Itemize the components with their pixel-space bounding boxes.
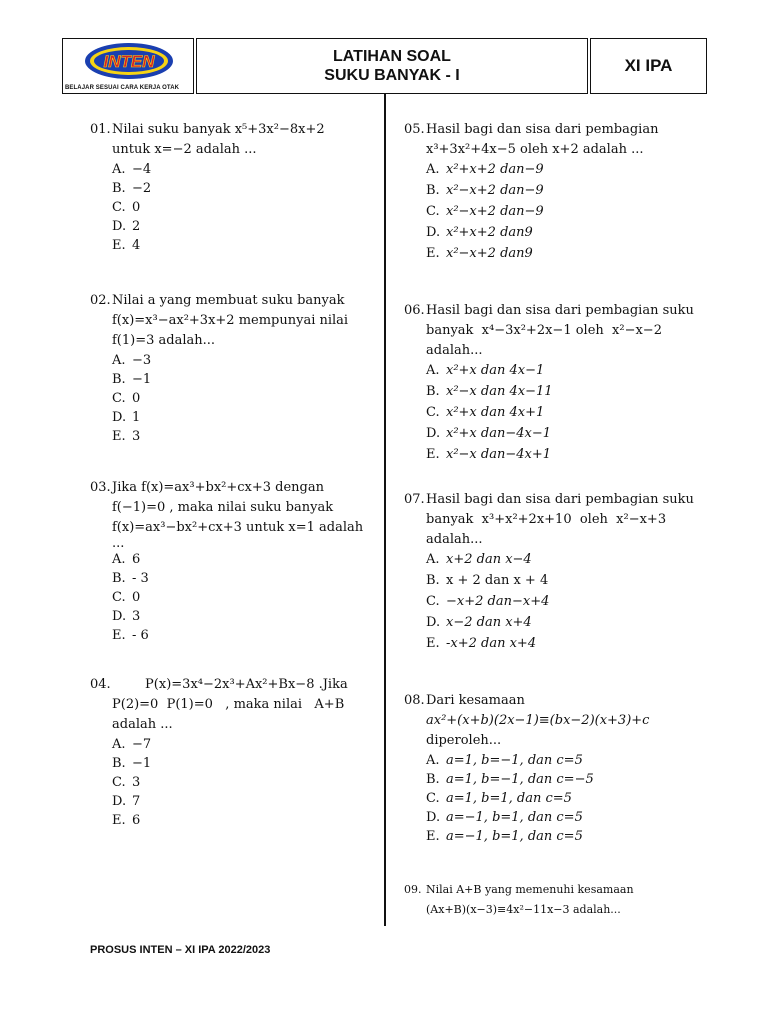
option-e: E. x²−x+2 dan9 — [426, 246, 533, 261]
question-text-cont-2: f(1)=3 adalah... — [112, 333, 216, 348]
question-text-cont: (Ax+B)(x−3)≡4x²−11x−3 adalah... — [426, 903, 621, 916]
question-01 — [90, 120, 370, 255]
title-line-2: SUKU BANYAK - I — [324, 67, 460, 84]
question-text: Dari kesamaan — [426, 693, 525, 708]
logo-box — [62, 38, 194, 94]
question-text: Jika f(x)=ax³+bx²+cx+3 dengan — [112, 480, 324, 495]
option-e: E. -x+2 dan x+4 — [426, 636, 537, 651]
option-a: A. x+2 dan x−4 — [426, 552, 532, 567]
option-e: E. x²−x dan−4x+1 — [426, 447, 552, 462]
question-08 — [404, 691, 708, 846]
option-d: D. x²+x dan−4x−1 — [426, 426, 552, 441]
option-e: E. 3 — [112, 429, 141, 444]
option-e: E. 6 — [112, 813, 141, 828]
option-a: A. −7 — [112, 737, 152, 752]
page-header — [62, 38, 707, 94]
logo-text: INTEN — [103, 52, 155, 71]
option-c: C. x²+x dan 4x+1 — [426, 405, 545, 420]
option-a: A. x²+x dan 4x−1 — [426, 363, 545, 378]
option-c: C. x²−x+2 dan−9 — [426, 204, 544, 219]
question-text-cont: banyak x³+x²+2x+10 oleh x²−x+3 — [426, 512, 667, 527]
question-number: 07. — [404, 492, 425, 507]
option-d: D. 2 — [112, 219, 141, 234]
title-line-1: LATIHAN SOAL — [333, 48, 451, 65]
question-text-cont: f(−1)=0 , maka nilai suku banyak — [112, 500, 334, 515]
option-e: E. a=−1, b=1, dan c=5 — [426, 829, 583, 844]
option-b: B. x²−x dan 4x−11 — [426, 384, 553, 399]
options — [404, 361, 708, 466]
option-a: A. 6 — [112, 552, 141, 567]
question-number: 08. — [404, 693, 425, 708]
question-text-cont: banyak x⁴−3x²+2x−1 oleh x²−x−2 — [426, 323, 662, 338]
inten-logo — [83, 41, 175, 81]
question-text-cont-3: ... — [112, 536, 125, 551]
option-c: C. a=1, b=1, dan c=5 — [426, 791, 572, 806]
question-04 — [90, 675, 370, 830]
option-b: B. x + 2 dan x + 4 — [426, 573, 549, 588]
question-text-cont: P(2)=0 P(1)=0 , maka nilai A+B — [112, 697, 345, 712]
option-b: B. −2 — [112, 181, 152, 196]
option-a: A. −3 — [112, 353, 152, 368]
question-number: 02. — [90, 293, 111, 308]
question-number: 01. — [90, 122, 111, 137]
question-number: 05. — [404, 122, 425, 137]
option-e: E. - 6 — [112, 628, 149, 643]
question-text-cont-2: adalah... — [426, 343, 483, 358]
option-b: B. - 3 — [112, 571, 149, 586]
option-a: A. −4 — [112, 162, 152, 177]
option-b: B. a=1, b=−1, dan c=−5 — [426, 772, 594, 787]
question-text: Hasil bagi dan sisa dari pembagian — [426, 122, 659, 137]
question-02 — [90, 291, 370, 446]
option-c: C. 0 — [112, 391, 141, 406]
question-text-cont: x³+3x²+4x−5 oleh x+2 adalah ... — [426, 142, 644, 157]
options — [90, 160, 370, 255]
question-text-cont-2: f(x)=ax³−bx²+cx+3 untuk x=1 adalah — [112, 520, 364, 535]
options — [90, 735, 370, 830]
question-number: 03. — [90, 480, 111, 495]
option-e: E. 4 — [112, 238, 141, 253]
option-c: C. −x+2 dan−x+4 — [426, 594, 550, 609]
question-text-cont-2: adalah... — [426, 532, 483, 547]
title-box — [196, 38, 588, 94]
right-column — [404, 120, 708, 920]
question-03 — [90, 478, 370, 645]
column-divider — [384, 94, 386, 926]
question-text: P(x)=3x⁴−2x³+Ax²+Bx−8 .Jika — [112, 677, 348, 692]
class-label: XI IPA — [590, 38, 707, 94]
question-09 — [404, 880, 708, 920]
question-text: Nilai suku banyak x⁵+3x²−8x+2 — [112, 122, 325, 137]
question-07 — [404, 490, 708, 655]
question-number: 04. — [90, 677, 111, 692]
question-05 — [404, 120, 708, 265]
question-text: Hasil bagi dan sisa dari pembagian suku — [426, 492, 694, 507]
question-text: Hasil bagi dan sisa dari pembagian suku — [426, 303, 694, 318]
page-footer: PROSUS INTEN – XI IPA 2022/2023 — [90, 944, 271, 956]
options — [90, 550, 370, 645]
option-d: D. 3 — [112, 609, 141, 624]
option-c: C. 0 — [112, 590, 141, 605]
option-b: B. −1 — [112, 756, 152, 771]
option-d: D. x²+x+2 dan9 — [426, 225, 533, 240]
question-text: Nilai A+B yang memenuhi kesamaan — [426, 883, 634, 896]
question-number: 09. — [404, 883, 422, 896]
option-d: D. 7 — [112, 794, 141, 809]
option-d: D. 1 — [112, 410, 141, 425]
question-text-cont-2: adalah ... — [112, 717, 173, 732]
option-c: C. 0 — [112, 200, 141, 215]
question-text: Nilai a yang membuat suku banyak — [112, 293, 345, 308]
left-column — [90, 120, 370, 830]
options — [404, 160, 708, 265]
option-d: D. a=−1, b=1, dan c=5 — [426, 810, 583, 825]
option-a: A. a=1, b=−1, dan c=5 — [426, 753, 583, 768]
options — [404, 751, 708, 846]
question-text-cont-2: diperoleh... — [426, 733, 502, 748]
question-text-cont: f(x)=x³−ax²+3x+2 mempunyai nilai — [112, 313, 349, 328]
question-number: 06. — [404, 303, 425, 318]
option-a: A. x²+x+2 dan−9 — [426, 162, 544, 177]
option-b: B. x²−x+2 dan−9 — [426, 183, 544, 198]
option-b: B. −1 — [112, 372, 152, 387]
question-text-cont: ax²+(x+b)(2x−1)≡(bx−2)(x+3)+c — [426, 713, 650, 728]
options — [404, 550, 708, 655]
options — [90, 351, 370, 446]
option-d: D. x−2 dan x+4 — [426, 615, 532, 630]
option-c: C. 3 — [112, 775, 141, 790]
question-06 — [404, 301, 708, 466]
question-text-cont: untuk x=−2 adalah ... — [112, 142, 257, 157]
logo-tagline: BELAJAR SESUAI CARA KERJA OTAK — [65, 85, 180, 91]
